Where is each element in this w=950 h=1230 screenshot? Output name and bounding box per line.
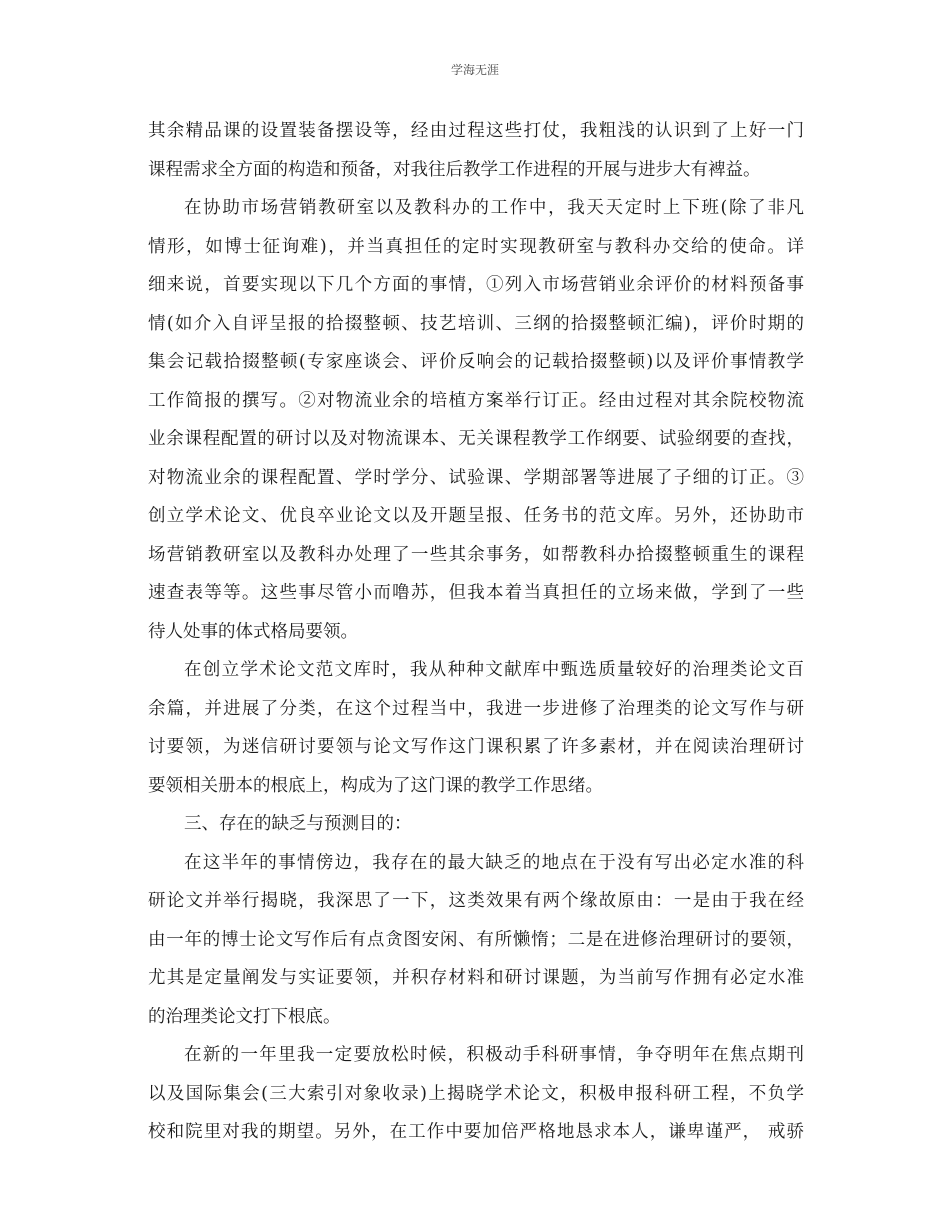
- text-line: 三、存在的缺乏与预测目的：: [184, 814, 412, 834]
- text-line: 以及国际集会(三大索引对象收录)上揭晓学术论文，积极申报科研工程，不负学: [148, 1083, 804, 1104]
- text-line: 余篇，并进展了分类，在这个过程当中，我进一步进修了治理类的论文写作与研: [148, 698, 804, 719]
- text-line: 创立学术论文、优良卒业论文以及开题呈报、任务书的范文库。另外，还协助市: [148, 506, 804, 526]
- text-line: 要领相关册本的根底上，构成为了这门课的教学工作思绪。: [148, 775, 603, 796]
- text-line: 待人处事的体式格局要领。: [148, 621, 358, 642]
- text-line: 在协助市场营销教研室以及教科办的工作中，我天天定时上下班(除了非凡: [184, 198, 804, 218]
- text-line: 情(如介入自评呈报的拾掇整顿、技艺培训、三纲的拾掇整顿汇编)，评价时期的: [148, 313, 804, 334]
- text-line: 讨要领，为迷信研讨要领与论文写作这门课积累了许多素材，并在阅读治理研讨: [148, 737, 804, 757]
- text-line: 尤其是定量阐发与实证要领，并积存材料和研讨课题，为当前写作拥有必定水准: [148, 968, 804, 988]
- text-line: 在新的一年里我一定要放松时候，积极动手科研事情，争夺明年在焦点期刊: [184, 1045, 804, 1065]
- text-line: 课程需求全方面的构造和预备，对我往后教学工作进程的开展与进步大有裨益。: [148, 159, 761, 180]
- text-line: 研论文并举行揭晓，我深思了一下，这类效果有两个缘故原由：一是由于我在经: [148, 891, 804, 911]
- text-line: 的治理类论文打下根底。: [148, 1006, 341, 1027]
- text-line: 其余精品课的设置装备摆设等，经由过程这些打仗，我粗浅的认识到了上好一门: [148, 121, 804, 141]
- text-line: 速查表等等。这些事尽管小而噜苏，但我本着当真担任的立场来做，学到了一些: [148, 583, 804, 603]
- page-header: 学海无涯: [450, 63, 499, 77]
- text-line: 工作简报的撰写。②对物流业余的培植方案举行订正。经由过程对其余院校物流: [148, 390, 804, 411]
- text-line: 在这半年的事情傍边，我存在的最大缺乏的地点在于没有写出必定水准的科: [184, 852, 804, 873]
- text-line: 在创立学术论文范文库时，我从种种文献库中甄选质量较好的治理类论文百: [184, 660, 804, 680]
- text-line: 业余课程配置的研讨以及对物流课本、无关课程教学工作纲要、试验纲要的查找，: [148, 429, 804, 449]
- document-body: [148, 112, 804, 1152]
- text-line: 由一年的博士论文写作后有点贪图安闲、有所懒惰；二是在进修治理研讨的要领，: [148, 929, 804, 950]
- text-line: 对物流业余的课程配置、学时学分、试验课、学期部署等进展了子细的订正。③: [148, 467, 804, 488]
- text-line: 校和院里对我的期望。另外，在工作中要加倍严格地恳求本人，谦卑谨严， 戒骄: [148, 1122, 804, 1142]
- text-line: 细来说，首要实现以下几个方面的事情，①列入市场营销业余评价的材料预备事: [148, 275, 804, 295]
- text-line: 情形，如博士征询难)，并当真担任的定时实现教研室与教科办交给的使命。详: [148, 236, 804, 257]
- text-line: 场营销教研室以及教科办处理了一些其余事务，如帮教科办拾掇整顿重生的课程: [148, 544, 804, 565]
- text-line: 集会记载拾掇整顿(专家座谈会、评价反响会的记载拾掇整顿)以及评价事情教学: [148, 352, 804, 372]
